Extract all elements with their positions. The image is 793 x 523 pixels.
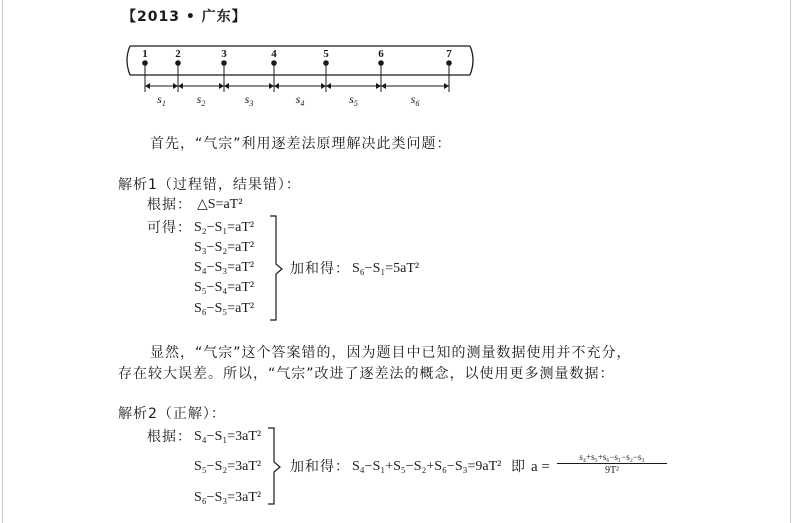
fraction-bar [557,463,667,464]
analysis2-basis-label: 根据： [147,429,192,445]
analysis2-eq-2: S₅−S₂=3aT² [194,459,262,474]
tape-point-label-2: 2 [175,48,181,60]
analysis2-brace [266,426,286,508]
acceleration-fraction [557,452,667,476]
analysis2-a-eq: a = [531,459,550,475]
tape-point-label-6: 6 [378,48,384,60]
segment-label-s4: $s_4$ [295,92,305,108]
tape-point-label-5: 5 [323,48,329,60]
analysis1-brace [268,214,288,324]
analysis2-sum-eq: S₄−S₁+S₅−S₂+S₆−S₃=9aT² [352,459,502,474]
tape-point-label-1: 1 [142,48,148,60]
tape-point-label-7: 7 [446,48,452,60]
segment-label-s3: $s_3$ [244,92,254,108]
analysis1-sum-eq: S₆−S₁=5aT² [352,261,420,276]
analysis2-eq-3: S₆−S₃=3aT² [194,490,262,505]
analysis2-conclusion-label: 即 [511,459,526,475]
segment-label-s5: $s_5$ [349,92,358,108]
segment-label-s6: $s_6$ [410,92,420,108]
fraction-numerator: s₄+s₅+s₆−s₁−s₂−s₃ [579,452,645,462]
commentary-line1: 显然，“气宗”这个答案错的，因为题目中已知的测量数据使用并不充分， [150,345,632,361]
tape-diagram [0,0,793,120]
source-label: 【2013 • 广东】 [122,9,247,25]
intro-text: 首先，“气宗”利用逐差法原理解决此类问题： [150,136,452,152]
tape-point-label-3: 3 [221,48,227,60]
analysis2-sum-label: 加和得： [290,459,350,475]
segment-label-s2: $s_2$ [196,92,206,108]
analysis1-sum-label: 加和得： [290,261,350,277]
analysis1-eq-5: S₆−S₅=aT² [194,301,255,316]
analysis1-basis-label: 根据： [147,197,192,213]
analysis1-title: 解析1（过程错，结果错）： [118,177,301,193]
tape-point-label-4: 4 [271,48,277,60]
analysis1-eq-1: S₂−S₁=aT² [194,220,255,235]
analysis2-eq-1: S₄−S₁=3aT² [194,429,262,444]
analysis1-eq-2: S₃−S₂=aT² [194,240,255,255]
commentary-line2: 存在较大误差。所以，“气宗”改进了逐差法的概念，以使用更多测量数据： [118,366,615,382]
analysis1-eq-3: S₄−S₃=aT² [194,260,255,275]
analysis1-derive-label: 可得： [147,220,192,236]
analysis1-basis-eq: △S=aT² [197,197,243,212]
segment-label-s1: $s_1$ [157,92,166,108]
fraction-denominator: 9T² [604,465,620,476]
analysis2-title: 解析2（正解）： [118,406,226,422]
analysis1-eq-4: S₅−S₄=aT² [194,280,255,295]
